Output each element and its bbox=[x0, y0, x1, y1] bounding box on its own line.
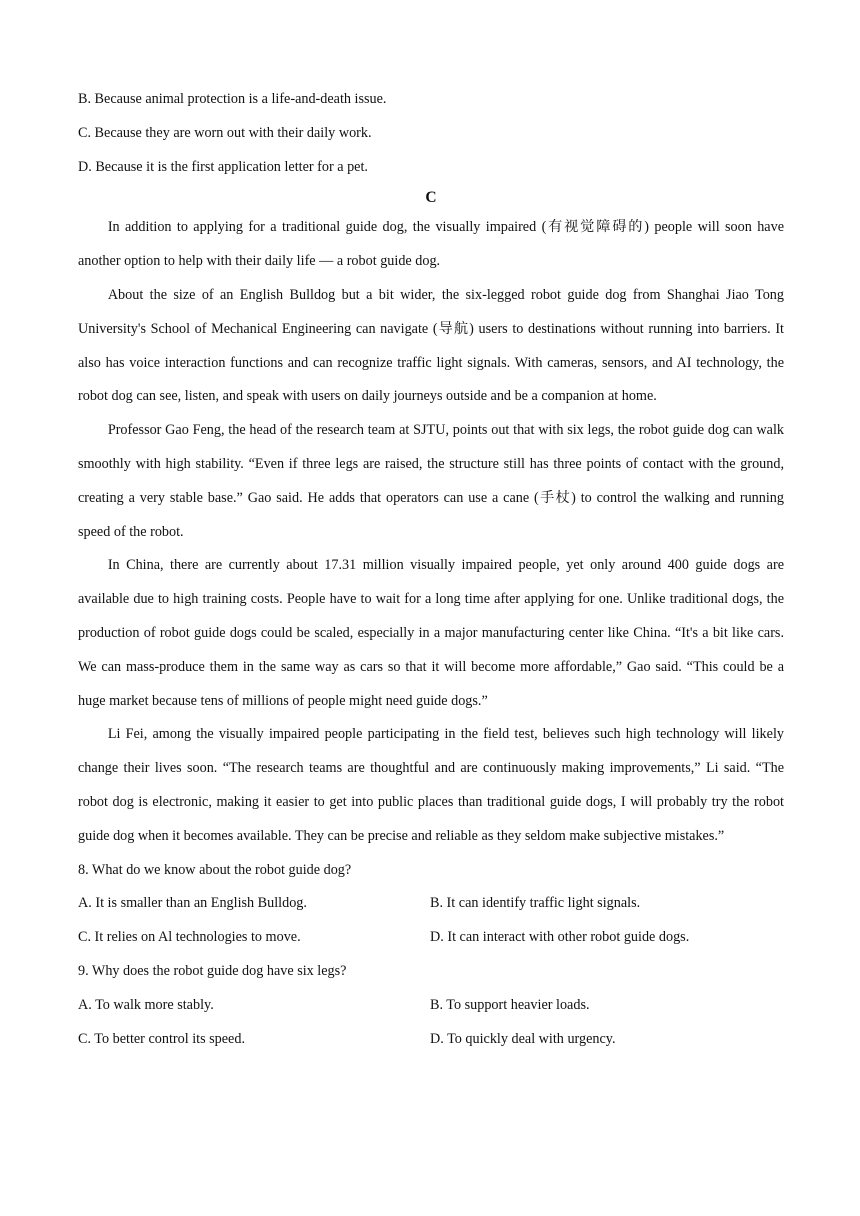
question-stem: 8. What do we know about the robot guide dog? bbox=[78, 861, 352, 878]
paragraph-5: Li Fei, among the visually impaired people participating in the field test, believes such high technology will likely change their lives soon. “The research teams are thoughtful and are continuously making improvements,” Li said. “The robot dog is electronic, making it easier to get into public places than traditional guide dogs, I will probably try the robot guide dog when it becomes available. They can be precise and reliable as they seldom make subjective mistakes.” bbox=[78, 726, 784, 844]
paragraph-4: In China, there are currently about 17.31 million visually impaired people, yet only around 400 guide dogs are available due to high training costs. People have to wait for a long time after applying for one. Unlike traditional dogs, the production of robot guide dogs could be scaled, especially in a major manufacturing center like China. “It's a bit like cars. We can mass-produce them in the same way as cars so that it will become more affordable,” Gao said. “This could be a huge market because tens of millions of people might need guide dogs.” bbox=[78, 557, 784, 709]
option-b: B. To support heavier loads. bbox=[430, 996, 590, 1013]
option-a: A. It is smaller than an English Bulldog. bbox=[78, 895, 307, 912]
options-row bbox=[78, 989, 784, 1023]
document-page bbox=[78, 83, 784, 1056]
options-row bbox=[78, 887, 784, 921]
option-a: A. To walk more stably. bbox=[78, 996, 214, 1013]
prev-option-c: C. Because they are worn out with their daily work. bbox=[78, 124, 372, 141]
option-c: C. It relies on Al technologies to move. bbox=[78, 929, 301, 946]
question-stem: 9. Why does the robot guide dog have six legs? bbox=[78, 962, 347, 979]
options-row bbox=[78, 1023, 784, 1057]
paragraph-3: Professor Gao Feng, the head of the research team at SJTU, points out that with six legs, the robot guide dog can walk smoothly with high stability. “Even if three legs are raised, the structure still has three points of contact with the ground, creating a very stable base.” Gao said. He adds that operators can use a cane (手杖) to control the walking and running speed of the robot. bbox=[78, 422, 784, 540]
question-9 bbox=[78, 955, 784, 1056]
options-row bbox=[78, 921, 784, 955]
prev-option-d: D. Because it is the first application letter for a pet. bbox=[78, 158, 368, 175]
paragraph-2: About the size of an English Bulldog but a bit wider, the six-legged robot guide dog from Shanghai Jiao Tong University's School of Mechanical Engineering can navigate (导航) users to destinations without running into barriers. It also has voice interaction functions and can recognize traffic light signals. With cameras, sensors, and AI technology, the robot dog can see, listen, and speak with users on daily journeys outside and be a companion at home. bbox=[78, 286, 784, 405]
prev-option-b: B. Because animal protection is a life-and-death issue. bbox=[78, 91, 387, 107]
option-d: D. To quickly deal with urgency. bbox=[430, 1030, 616, 1047]
option-c: C. To better control its speed. bbox=[78, 1030, 245, 1047]
option-b: B. It can identify traffic light signals. bbox=[430, 895, 641, 912]
paragraph-1: In addition to applying for a traditional guide dog, the visually impaired (有视觉障碍的) people will soon have another option to help with their daily life — a robot guide dog. bbox=[78, 219, 784, 270]
question-8 bbox=[78, 854, 784, 955]
section-heading: C bbox=[425, 189, 437, 207]
option-d: D. It can interact with other robot guide dogs. bbox=[430, 929, 690, 946]
